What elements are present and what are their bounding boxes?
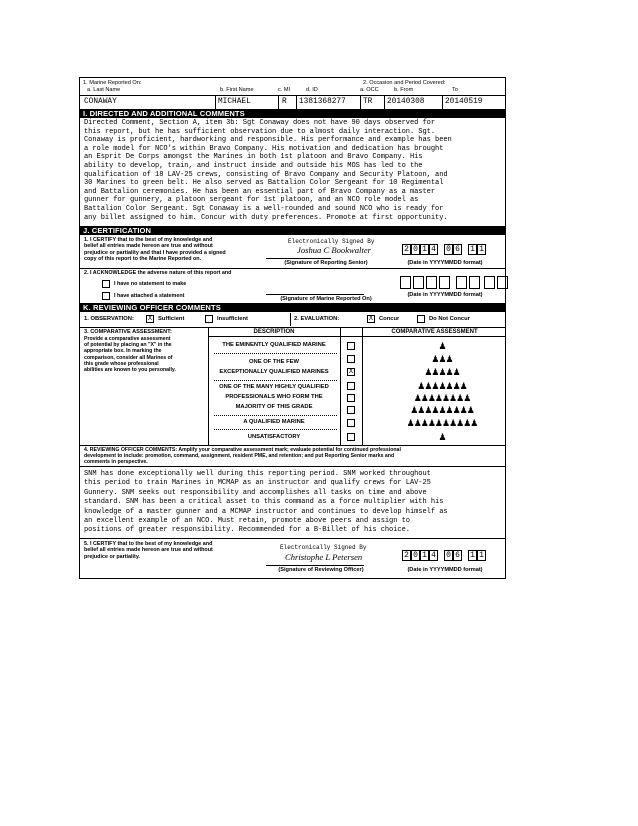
ro-date-caption: (Date in YYYYMMDD format) bbox=[407, 567, 483, 573]
comment-line: this report, but he has sufficient observation due to almost daily interaction. Sgt. bbox=[84, 127, 436, 136]
marine-date-caption: (Date in YYYYMMDD format) bbox=[407, 292, 483, 298]
reporting-senior-signature: Joshua C Bookwalter bbox=[297, 245, 371, 255]
rs-date-caption: (Date in YYYYMMDD format) bbox=[407, 260, 483, 266]
date-digit-box: 0 bbox=[444, 550, 453, 561]
insufficient-label: Insufficient bbox=[217, 316, 248, 322]
reviewing-officer-signature: Christophe L Petersen bbox=[285, 552, 363, 562]
date-digit-box[interactable] bbox=[484, 276, 495, 289]
concur-label: Concur bbox=[379, 316, 400, 322]
ro-comments-label: 4. REVIEWING OFFICER COMMENTS: Amplify your comparative assessment mark; evaluate potential for continued professional development to include: promotion, command, assignment, resident PME, and retention; and put Reporting Senior marks and comments in perspective. bbox=[84, 447, 401, 466]
from-value: 20140308 bbox=[387, 98, 425, 106]
desc-eminently-qualified: THE EMINENTLY QUALIFIED MARINE bbox=[222, 342, 326, 348]
date-digit-box[interactable] bbox=[400, 276, 411, 289]
comment-line: any billet assigned to him. Concur with duty preferences. Promote at first opportunity. bbox=[84, 213, 448, 222]
ro-certification-statement: 5. I CERTIFY that to the best of my knowledge and belief all entries made hereon are true and without prejudice or partiality. bbox=[84, 541, 213, 560]
date-digit-box: 1 bbox=[420, 244, 429, 255]
rank-box-5[interactable] bbox=[347, 394, 355, 402]
rank-box-4[interactable] bbox=[347, 382, 355, 390]
do-not-concur-label: Do Not Concur bbox=[429, 316, 470, 322]
rank-box-1[interactable] bbox=[347, 342, 355, 350]
date-digit-box[interactable] bbox=[439, 276, 450, 289]
comment-line: a role model for NCO's within Bravo Company. His motivation and dedication has brought bbox=[84, 144, 444, 153]
date-digit-box: 2 bbox=[402, 550, 411, 561]
comment-line: this period to train Marines in MCMAP as an instructor and qualify crews for LAV-25 bbox=[84, 479, 431, 488]
comment-line: knowledge of a master gunner and a MCMAP instructor and continues to develop himself as bbox=[84, 507, 448, 516]
marine-row-icon: ♟♟♟♟♟♟♟♟♟♟ bbox=[406, 418, 478, 428]
do-not-concur-checkbox[interactable] bbox=[417, 315, 425, 323]
comment-line: an Esprit De Corps amongst the Marines in both 1st platoon and Bravo Company. His bbox=[84, 153, 423, 162]
date-digit-box: 4 bbox=[429, 550, 438, 561]
date-digit-box[interactable] bbox=[413, 276, 424, 289]
date-digit-box: 1 bbox=[468, 244, 477, 255]
date-digit-box[interactable] bbox=[426, 276, 437, 289]
date-digit-box: 0 bbox=[444, 244, 453, 255]
marine-row-icon: ♟♟♟♟♟♟♟♟ bbox=[413, 393, 471, 403]
desc-one-of-the-few: ONE OF THE FEW bbox=[249, 359, 299, 365]
section-k-title: K. REVIEWING OFFICER COMMENTS bbox=[80, 303, 505, 312]
date-digit-box[interactable] bbox=[497, 276, 508, 289]
attached-statement-label: I have attached a statement bbox=[114, 293, 185, 299]
comment-line: SNM has done exceptionally well during this reporting period. SNM worked throughout bbox=[84, 470, 431, 478]
comment-line: standard. SNM has been a critical asset to this command as a force multiplier with his bbox=[84, 498, 444, 507]
desc-professionals-who-form: PROFESSIONALS WHO FORM THE bbox=[225, 394, 323, 400]
date-digit-box: 1 bbox=[468, 550, 477, 561]
col-id: d. ID bbox=[306, 87, 318, 93]
rank-box-3[interactable]: X bbox=[348, 368, 354, 376]
ro-signature-caption: (Signature of Reviewing Officer) bbox=[278, 567, 364, 573]
col-from: b. From bbox=[394, 87, 414, 93]
date-digit-box[interactable] bbox=[456, 276, 467, 289]
acknowledge-label: 2. I ACKNOWLEDGE the adverse nature of this report and bbox=[84, 270, 232, 276]
section-j-title: J. CERTIFICATION bbox=[80, 226, 505, 235]
comment-line: an excellent example of an NCO. Must retain, promote above peers and assign to bbox=[84, 517, 410, 525]
desc-qualified-marine: A QUALIFIED MARINE bbox=[243, 419, 305, 425]
comment-line: Directed Comment, Section A, item 3b: Sgt Conaway does not have 90 days observed for bbox=[84, 119, 436, 127]
col-last-name: a. Last Name bbox=[87, 87, 121, 93]
date-digit-box: 1 bbox=[420, 550, 429, 561]
date-digit-box: 1 bbox=[477, 244, 486, 255]
certification-statement: 1. I CERTIFY that to the best of my knowledge and belief all entries made hereon are true and without prejudice or partiality and that I have provided a signed copy of this report to the Marine Reported on. bbox=[84, 237, 226, 263]
marine-row-icon: ♟♟♟♟♟ bbox=[424, 367, 460, 377]
date-digit-box: 0 bbox=[411, 550, 420, 561]
date-digit-box[interactable] bbox=[469, 276, 480, 289]
comment-line: gunner for gunnery, a platoon sergeant for 1st platoon, and an NCO role model as bbox=[84, 196, 419, 205]
marine-reported-label: 1. Marine Reported On: bbox=[83, 80, 142, 86]
evaluation-label: 2. EVALUATION: bbox=[294, 316, 340, 322]
last-name-value: CONAWAY bbox=[84, 98, 117, 106]
insufficient-checkbox[interactable] bbox=[205, 315, 213, 323]
comparative-instructions: Provide a comparative assessment of potential by placing an "X" in the appropriate box. In marking the comparison, consider all Marines of this grade whose professional abilities are known to you personally. bbox=[84, 336, 176, 374]
date-digit-box: 2 bbox=[402, 244, 411, 255]
date-digit-box: 1 bbox=[477, 550, 486, 561]
rank-box-2[interactable] bbox=[347, 355, 355, 363]
col-first-name: b. First Name bbox=[220, 87, 254, 93]
attached-statement-checkbox[interactable] bbox=[102, 292, 110, 300]
comparative-header: COMPARATIVE ASSESSMENT bbox=[391, 329, 478, 335]
marine-row-icon: ♟♟♟♟♟♟♟ bbox=[417, 381, 467, 391]
sufficient-checkbox[interactable]: X bbox=[147, 315, 153, 323]
marine-row-icon: ♟ bbox=[438, 341, 446, 351]
date-digit-box: 0 bbox=[411, 244, 420, 255]
date-digit-box: 4 bbox=[429, 244, 438, 255]
rs-electronic-sign-label: Electronically Signed By bbox=[288, 238, 375, 245]
occ-value: TR bbox=[363, 98, 373, 106]
comment-line: qualification of 18 LAV-25 crews, consisting of Bravo Company and Security Platoon, and bbox=[84, 170, 448, 179]
description-header: DESCRIPTION bbox=[253, 329, 295, 335]
comment-line: Gunnery. SNM seeks out responsibility and accomplishes all tasks on time and above bbox=[84, 488, 427, 497]
date-digit-box: 6 bbox=[453, 550, 462, 561]
comment-line: positions of greater responsibility. Recommended for a B-Billet of his choice. bbox=[84, 526, 410, 535]
fitness-report-form bbox=[79, 77, 506, 579]
section-i-title: I. DIRECTED AND ADDITIONAL COMMENTS bbox=[80, 109, 505, 118]
observation-label: 1. OBSERVATION: bbox=[84, 316, 134, 322]
comparative-label: 3. COMPARATIVE ASSESSMENT: bbox=[84, 329, 172, 335]
marine-signature-caption: (Signature of Marine Reported On) bbox=[280, 296, 372, 302]
concur-checkbox[interactable]: X bbox=[368, 315, 374, 323]
id-value: 1381368277 bbox=[299, 98, 346, 106]
sufficient-label: Sufficient bbox=[158, 316, 185, 322]
rank-box-6[interactable] bbox=[347, 406, 355, 414]
marine-row-icon: ♟ bbox=[438, 432, 446, 442]
to-value: 20140519 bbox=[445, 98, 483, 106]
date-digit-box: 6 bbox=[453, 244, 462, 255]
col-to: To bbox=[452, 87, 458, 93]
desc-unsatisfactory: UNSATISFACTORY bbox=[247, 434, 301, 440]
no-statement-checkbox[interactable] bbox=[102, 280, 110, 288]
comment-line: and Battalion ceremonies. He has been an essential part of Bravo Company as a master bbox=[84, 187, 436, 196]
desc-one-of-the-many: ONE OF THE MANY HIGHLY QUALIFIED bbox=[219, 384, 329, 390]
no-statement-label: I have no statement to make bbox=[114, 281, 187, 287]
col-occ: a. OCC bbox=[360, 87, 379, 93]
rs-signature-caption: (Signature of Reporting Senior) bbox=[284, 260, 368, 266]
rank-box-8[interactable] bbox=[347, 433, 355, 441]
occasion-label: 2. Occasion and Period Covered: bbox=[363, 80, 446, 86]
marine-row-icon: ♟♟♟ bbox=[431, 354, 453, 364]
rank-box-7[interactable] bbox=[347, 419, 355, 427]
desc-exceptionally-qualified: EXCEPTIONALLY QUALIFIED MARINES bbox=[219, 369, 329, 375]
marine-row-icon: ♟♟♟♟♟♟♟♟♟ bbox=[410, 405, 474, 415]
col-mi: c. MI bbox=[278, 87, 291, 93]
comment-line: Battalion Color Sergeant. Sgt Conaway is a well-rounded and sound NCO who is ready for bbox=[84, 205, 444, 213]
mi-value: R bbox=[282, 98, 287, 106]
desc-majority-of-grade: MAJORITY OF THIS GRADE bbox=[235, 404, 313, 410]
comment-line: ability to develop, train, and instruct inside and outside his MOS has led to the bbox=[84, 162, 423, 170]
comment-line: 30 Marines to green belt. He also served as Battalion Color Sergeant for 10 Regimental bbox=[84, 179, 444, 188]
first-name-value: MICHAEL bbox=[218, 98, 251, 106]
comment-line: Conaway is proficient, hardworking and responsible. His performance and example has been bbox=[84, 136, 452, 145]
ro-electronic-sign-label: Electronically Signed By bbox=[280, 544, 367, 551]
